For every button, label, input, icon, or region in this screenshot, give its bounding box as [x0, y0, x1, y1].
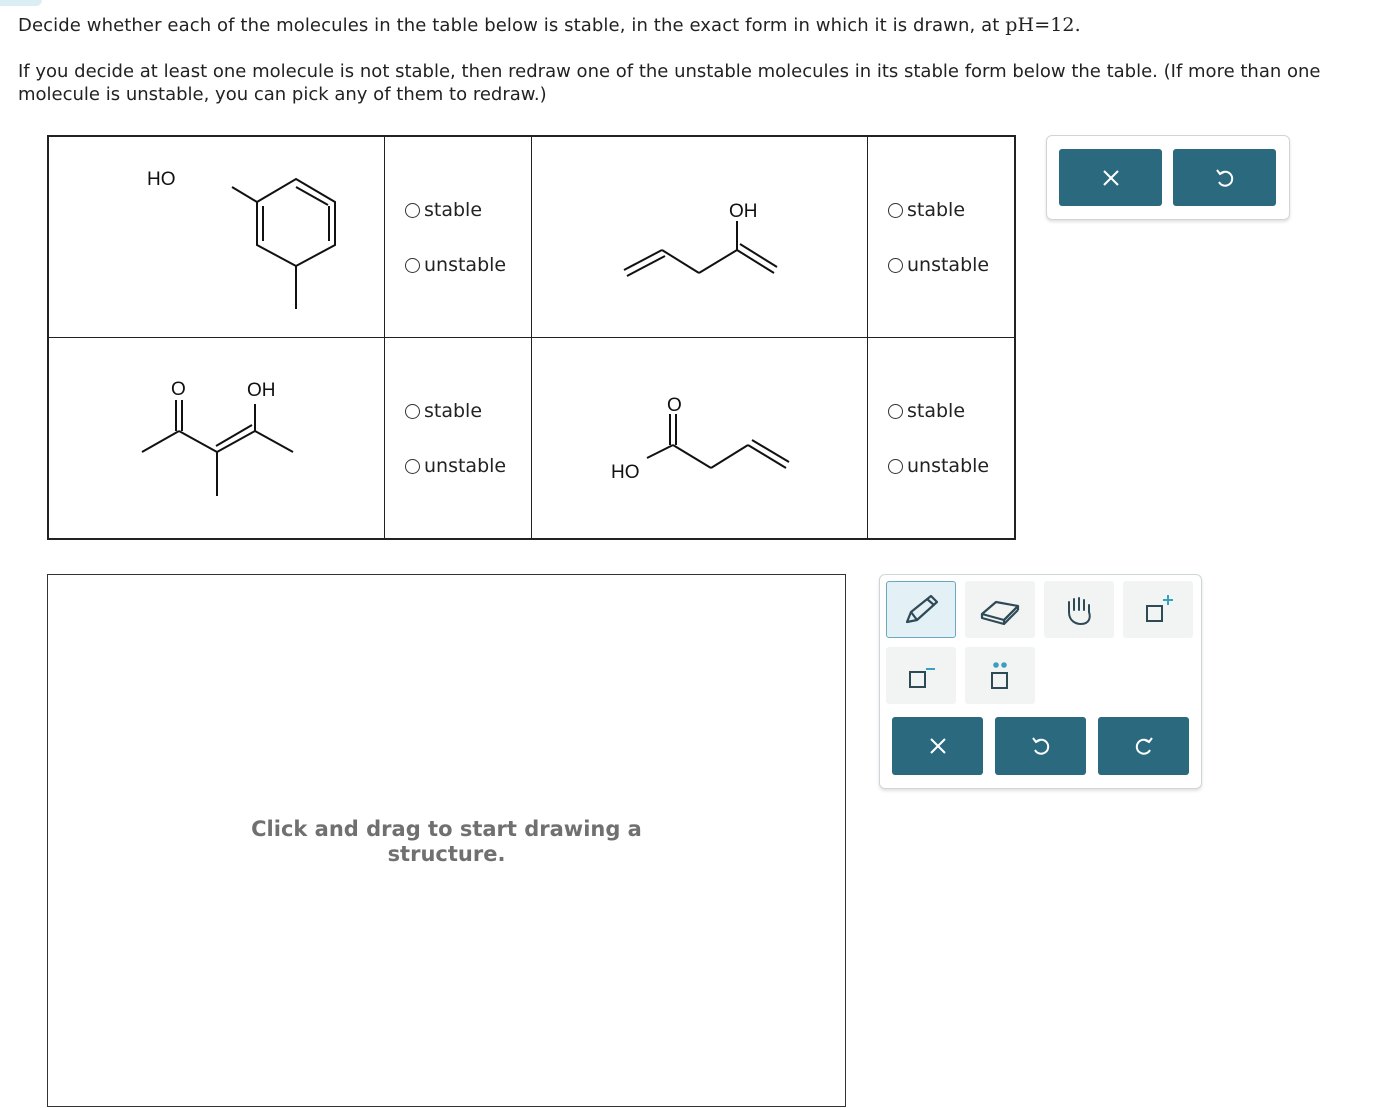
molecule-4-label-o: O: [667, 395, 682, 416]
undo-answers-button[interactable]: [1173, 149, 1276, 206]
answer-controls: [1046, 135, 1290, 220]
redo-button[interactable]: [1098, 717, 1189, 775]
molecule-3-label-oh: OH: [247, 380, 276, 401]
molecule-2-stable-option[interactable]: stable: [888, 199, 965, 221]
radio-icon[interactable]: [888, 459, 903, 474]
drawing-toolbar: [879, 574, 1202, 789]
clear-drawing-button[interactable]: [892, 717, 983, 775]
molecule-3-unstable-option[interactable]: unstable: [405, 455, 506, 477]
radio-icon[interactable]: [888, 404, 903, 419]
molecule-1-label-ho: HO: [147, 169, 176, 190]
molecule-2-unstable-option[interactable]: unstable: [888, 254, 989, 276]
x-icon: [928, 736, 948, 756]
undo-icon: [1214, 167, 1236, 189]
molecule-4-choices: [868, 338, 1016, 540]
molecule-2-choices: [868, 136, 1016, 338]
molecule-3-cell: [48, 338, 385, 540]
radio-icon[interactable]: [405, 404, 420, 419]
negative-charge-tool[interactable]: [886, 647, 956, 704]
molecule-4-label-ho: HO: [611, 462, 640, 483]
molecule-3-structure: [49, 338, 384, 538]
lone-pair-icon: [980, 656, 1020, 696]
eraser-tool[interactable]: [965, 581, 1035, 638]
molecule-4-unstable-option[interactable]: unstable: [888, 455, 989, 477]
lone-pair-tool[interactable]: [965, 647, 1035, 704]
radio-icon[interactable]: [888, 258, 903, 273]
top-tab-indicator: [0, 0, 42, 6]
hand-tool[interactable]: [1044, 581, 1114, 638]
ph-equals: =: [1034, 14, 1051, 36]
molecule-1-structure: [49, 137, 384, 337]
radio-icon[interactable]: [405, 459, 420, 474]
drawing-canvas[interactable]: [47, 574, 846, 1107]
molecule-2-structure: [532, 137, 867, 337]
canvas-hint: Click and drag to start drawing a structure.: [251, 817, 642, 866]
molecule-1-choices: [385, 136, 532, 338]
radio-icon[interactable]: [888, 203, 903, 218]
ph-label: pH: [1005, 14, 1035, 36]
molecule-1-stable-option[interactable]: stable: [405, 199, 482, 221]
radio-icon[interactable]: [405, 258, 420, 273]
question-line-2: If you decide at least one molecule is not stable, then redraw one of the unstable molecules in its stable form below the table. (If more than one molecule is unstable, you can pick any of them to redraw.): [18, 61, 1321, 105]
molecule-1-cell: [48, 136, 385, 338]
redo-icon: [1133, 735, 1155, 757]
molecule-2-cell: [532, 136, 868, 338]
question-line-1: Decide whether each of the molecules in the table below is stable, in the exact form in which it is drawn, at pH=12.: [18, 14, 1081, 36]
pencil-icon: [899, 590, 943, 630]
molecule-3-label-o: O: [171, 379, 186, 400]
radio-icon[interactable]: [405, 203, 420, 218]
molecule-3-choices: [385, 338, 532, 540]
x-icon: [1101, 168, 1121, 188]
molecule-table: [47, 135, 1016, 540]
molecule-4-cell: [532, 338, 868, 540]
charge-minus-icon: [901, 656, 941, 696]
molecule-3-stable-option[interactable]: stable: [405, 400, 482, 422]
positive-charge-tool[interactable]: [1123, 581, 1193, 638]
undo-button[interactable]: [995, 717, 1086, 775]
molecule-1-unstable-option[interactable]: unstable: [405, 254, 506, 276]
clear-answers-button[interactable]: [1059, 149, 1162, 206]
molecule-4-stable-option[interactable]: stable: [888, 400, 965, 422]
ph-value: 12.: [1050, 14, 1081, 36]
hand-icon: [1059, 590, 1099, 630]
eraser-icon: [976, 592, 1024, 628]
undo-icon: [1030, 735, 1052, 757]
molecule-4-structure: [532, 338, 867, 538]
molecule-2-label-oh: OH: [729, 201, 758, 222]
pencil-tool[interactable]: [886, 581, 956, 638]
charge-plus-icon: [1138, 590, 1178, 630]
